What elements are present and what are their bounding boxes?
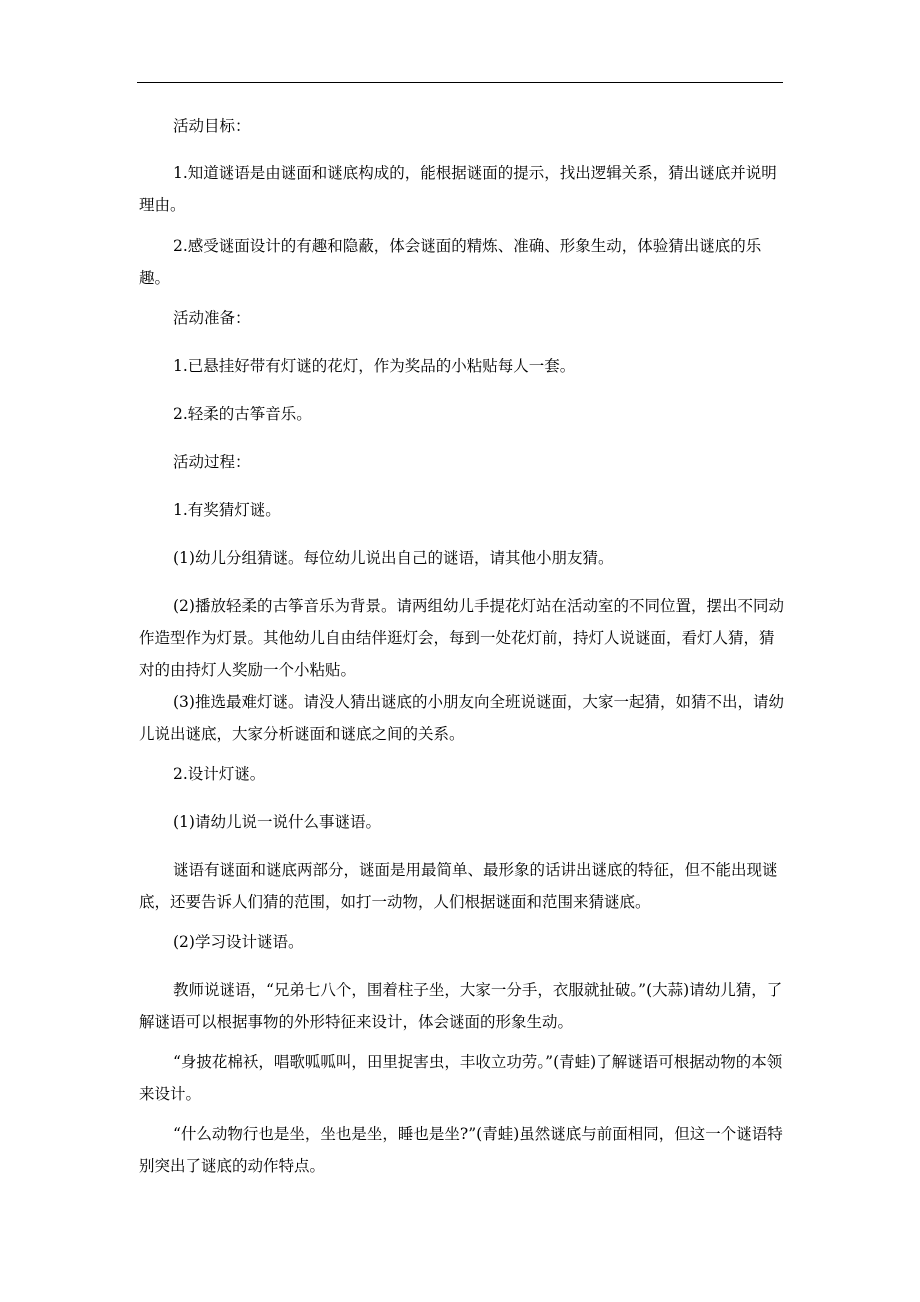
heading-objectives: 活动目标： xyxy=(173,117,251,135)
preparation-2: 2.轻柔的古筝音乐。 xyxy=(173,405,312,423)
process-step-1-2: (2)播放轻柔的古筝音乐为背景。请两组幼儿手提花灯站在活动室的不同位置，摆出不同动作造型作为灯景。其他幼儿自由结伴逛灯会，每到一处花灯前，持灯人说谜面，看灯人猜，猜对的由持灯人奖励一个小粘贴。 xyxy=(139,597,784,679)
process-step-1-1: (1)幼儿分组猜谜。每位幼儿说出自己的谜语，请其他小朋友猜。 xyxy=(173,549,614,567)
process-step-1-3: (3)推选最难灯谜。请没人猜出谜底的小朋友向全班说谜面，大家一起猜，如猜不出，请幼儿说出谜底，大家分析谜面和谜底之间的关系。 xyxy=(139,693,784,743)
objective-1: 1.知道谜语是由谜面和谜底构成的，能根据谜面的提示，找出逻辑关系，猜出谜底并说明理由。 xyxy=(139,164,777,214)
riddle-example-frog-1: “身披花棉袄，唱歌呱呱叫，田里捉害虫，丰收立功劳。”(青蛙)了解谜语可根据动物的本领来设计。 xyxy=(139,1053,783,1103)
heading-preparation: 活动准备： xyxy=(173,309,251,327)
objective-2: 2.感受谜面设计的有趣和隐蔽，体会谜面的精炼、准确、形象生动，体验猜出谜底的乐趣。 xyxy=(139,237,762,287)
preparation-1: 1.已悬挂好带有灯谜的花灯，作为奖品的小粘贴每人一套。 xyxy=(173,357,576,375)
header-rule xyxy=(137,82,783,83)
riddle-explanation: 谜语有谜面和谜底两部分，谜面是用最简单、最形象的话讲出谜底的特征，但不能出现谜底，还要告诉人们猜的范围，如打一动物，人们根据谜面和范围来猜谜底。 xyxy=(139,861,778,911)
process-step-2-1: (1)请幼儿说一说什么事谜语。 xyxy=(173,813,381,831)
riddle-example-frog-2: “什么动物行也是坐，坐也是坐，睡也是坐?”(青蛙)虽然谜底与前面相同，但这一个谜语特别突出了谜底的动作特点。 xyxy=(139,1125,783,1175)
riddle-example-garlic: 教师说谜语，“兄弟七八个，围着柱子坐，大家一分手，衣服就扯破。”(大蒜)请幼儿猜，了解谜语可以根据事物的外形特征来设计，体会谜面的形象生动。 xyxy=(139,981,783,1031)
process-step-2-2: (2)学习设计谜语。 xyxy=(173,933,304,951)
process-step-2: 2.设计灯谜。 xyxy=(173,765,266,783)
heading-process: 活动过程： xyxy=(173,453,251,471)
process-step-1: 1.有奖猜灯谜。 xyxy=(173,501,281,519)
